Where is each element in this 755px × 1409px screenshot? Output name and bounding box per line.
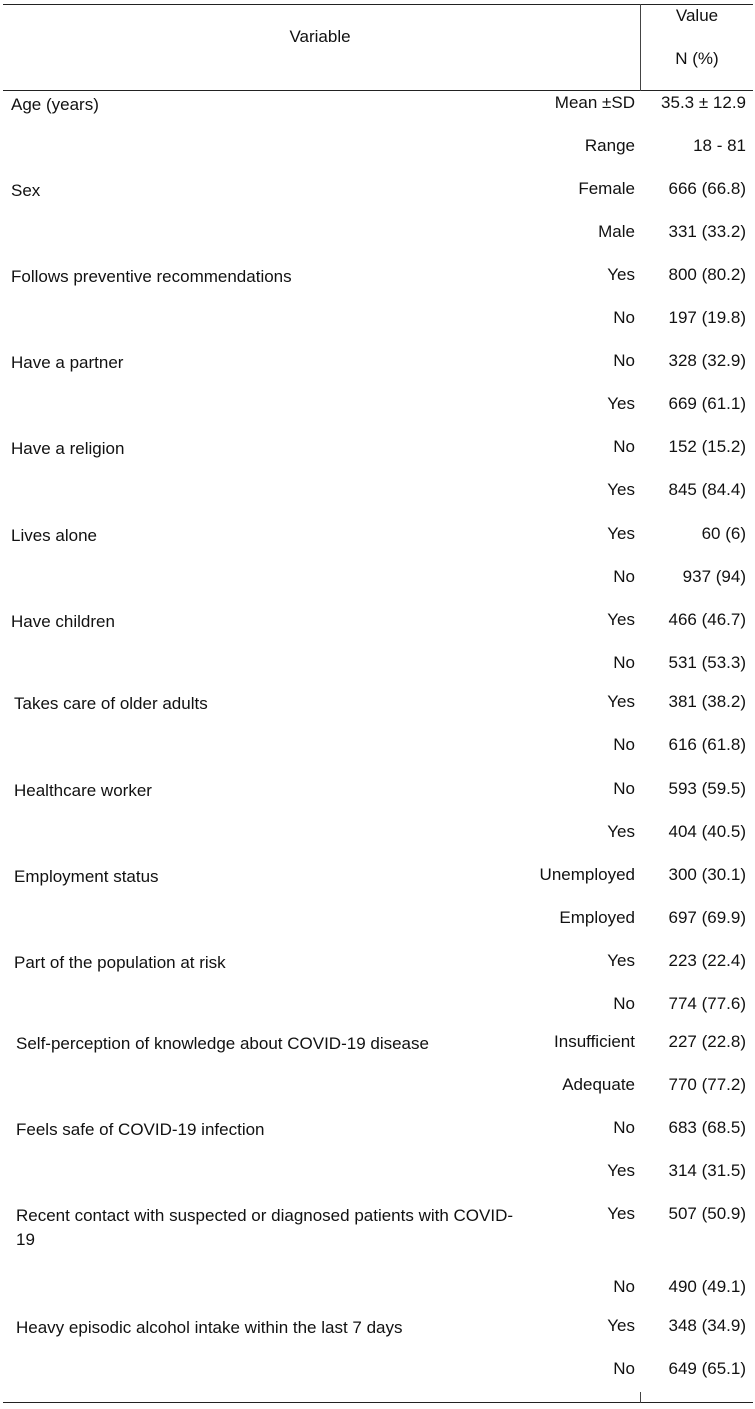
value-cell: 348 (34.9) — [668, 1316, 746, 1335]
value-cell: 328 (32.9) — [668, 351, 746, 370]
category-label: Unemployed — [539, 865, 635, 884]
variable-label: Sex — [11, 181, 41, 200]
category-label: No — [613, 567, 635, 586]
category-label: No — [613, 994, 635, 1013]
value-cell: 223 (22.4) — [668, 951, 746, 970]
header-value: Value — [675, 6, 719, 25]
value-cell: 774 (77.6) — [668, 994, 746, 1013]
value-cell: 666 (66.8) — [668, 179, 746, 198]
footer-column-divider — [640, 1392, 641, 1403]
value-cell: 697 (69.9) — [668, 908, 746, 927]
value-cell: 314 (31.5) — [668, 1161, 746, 1180]
category-label: Adequate — [562, 1075, 635, 1094]
category-label: Yes — [607, 524, 635, 543]
value-cell: 845 (84.4) — [668, 480, 746, 499]
value-cell: 35.3 ± 12.9 — [661, 93, 746, 112]
category-label: No — [613, 351, 635, 370]
category-label: No — [613, 779, 635, 798]
variable-label: Healthcare worker — [14, 781, 152, 800]
header-variable: Variable — [289, 27, 351, 46]
variable-label: Have children — [11, 612, 115, 631]
category-label: Yes — [607, 265, 635, 284]
variable-label: Follows preventive recommendations — [11, 267, 292, 286]
category-label: Yes — [607, 692, 635, 711]
category-label: No — [613, 1277, 635, 1296]
category-label: Male — [598, 222, 635, 241]
value-cell: 152 (15.2) — [668, 437, 746, 456]
value-cell: 507 (50.9) — [668, 1204, 746, 1223]
variable-label: Have a religion — [11, 439, 125, 458]
category-label: Yes — [607, 1204, 635, 1223]
category-label: No — [613, 1118, 635, 1137]
category-label: No — [613, 308, 635, 327]
category-label: Yes — [607, 1161, 635, 1180]
value-cell: 937 (94) — [682, 567, 746, 586]
header-unit: N (%) — [675, 49, 719, 68]
variable-label: Takes care of older adults — [14, 694, 208, 713]
variable-label: Recent contact with suspected or diagnosed patients with COVID-19 — [16, 1206, 514, 1249]
category-label: No — [613, 735, 635, 754]
category-label: Employed — [559, 908, 635, 927]
value-cell: 227 (22.8) — [668, 1032, 746, 1051]
value-cell: 593 (59.5) — [668, 779, 746, 798]
value-cell: 197 (19.8) — [668, 308, 746, 327]
value-cell: 770 (77.2) — [668, 1075, 746, 1094]
variable-label: Self-perception of knowledge about COVID-19 disease — [16, 1034, 429, 1053]
category-label: Yes — [607, 822, 635, 841]
category-label: Yes — [607, 610, 635, 629]
value-cell: 490 (49.1) — [668, 1277, 746, 1296]
value-cell: 381 (38.2) — [668, 692, 746, 711]
value-cell: 683 (68.5) — [668, 1118, 746, 1137]
value-cell: 669 (61.1) — [668, 394, 746, 413]
category-label: Yes — [607, 1316, 635, 1335]
value-cell: 404 (40.5) — [668, 822, 746, 841]
variable-label: Feels safe of COVID-19 infection — [16, 1120, 265, 1139]
value-cell: 60 (6) — [701, 524, 746, 543]
value-cell: 616 (61.8) — [668, 735, 746, 754]
category-label: Insufficient — [554, 1032, 635, 1051]
value-cell: 531 (53.3) — [668, 653, 746, 672]
value-cell: 800 (80.2) — [668, 265, 746, 284]
category-label: No — [613, 653, 635, 672]
category-label: No — [613, 1359, 635, 1378]
value-cell: 466 (46.7) — [668, 610, 746, 629]
category-label: Yes — [607, 394, 635, 413]
value-cell: 649 (65.1) — [668, 1359, 746, 1378]
variable-label: Heavy episodic alcohol intake within the last 7 days — [16, 1318, 403, 1337]
variable-label: Part of the population at risk — [14, 953, 226, 972]
category-label: Mean ±SD — [554, 93, 635, 112]
value-cell: 300 (30.1) — [668, 865, 746, 884]
category-label: Yes — [607, 951, 635, 970]
category-label: Yes — [607, 480, 635, 499]
variable-label: Age (years) — [11, 95, 99, 114]
variable-label: Have a partner — [11, 353, 124, 372]
value-cell: 18 - 81 — [693, 136, 746, 155]
variable-label: Employment status — [14, 867, 159, 886]
value-cell: 331 (33.2) — [668, 222, 746, 241]
variable-label: Lives alone — [11, 526, 98, 545]
category-label: Range — [584, 136, 635, 155]
category-label: No — [613, 437, 635, 456]
category-label: Female — [578, 179, 635, 198]
